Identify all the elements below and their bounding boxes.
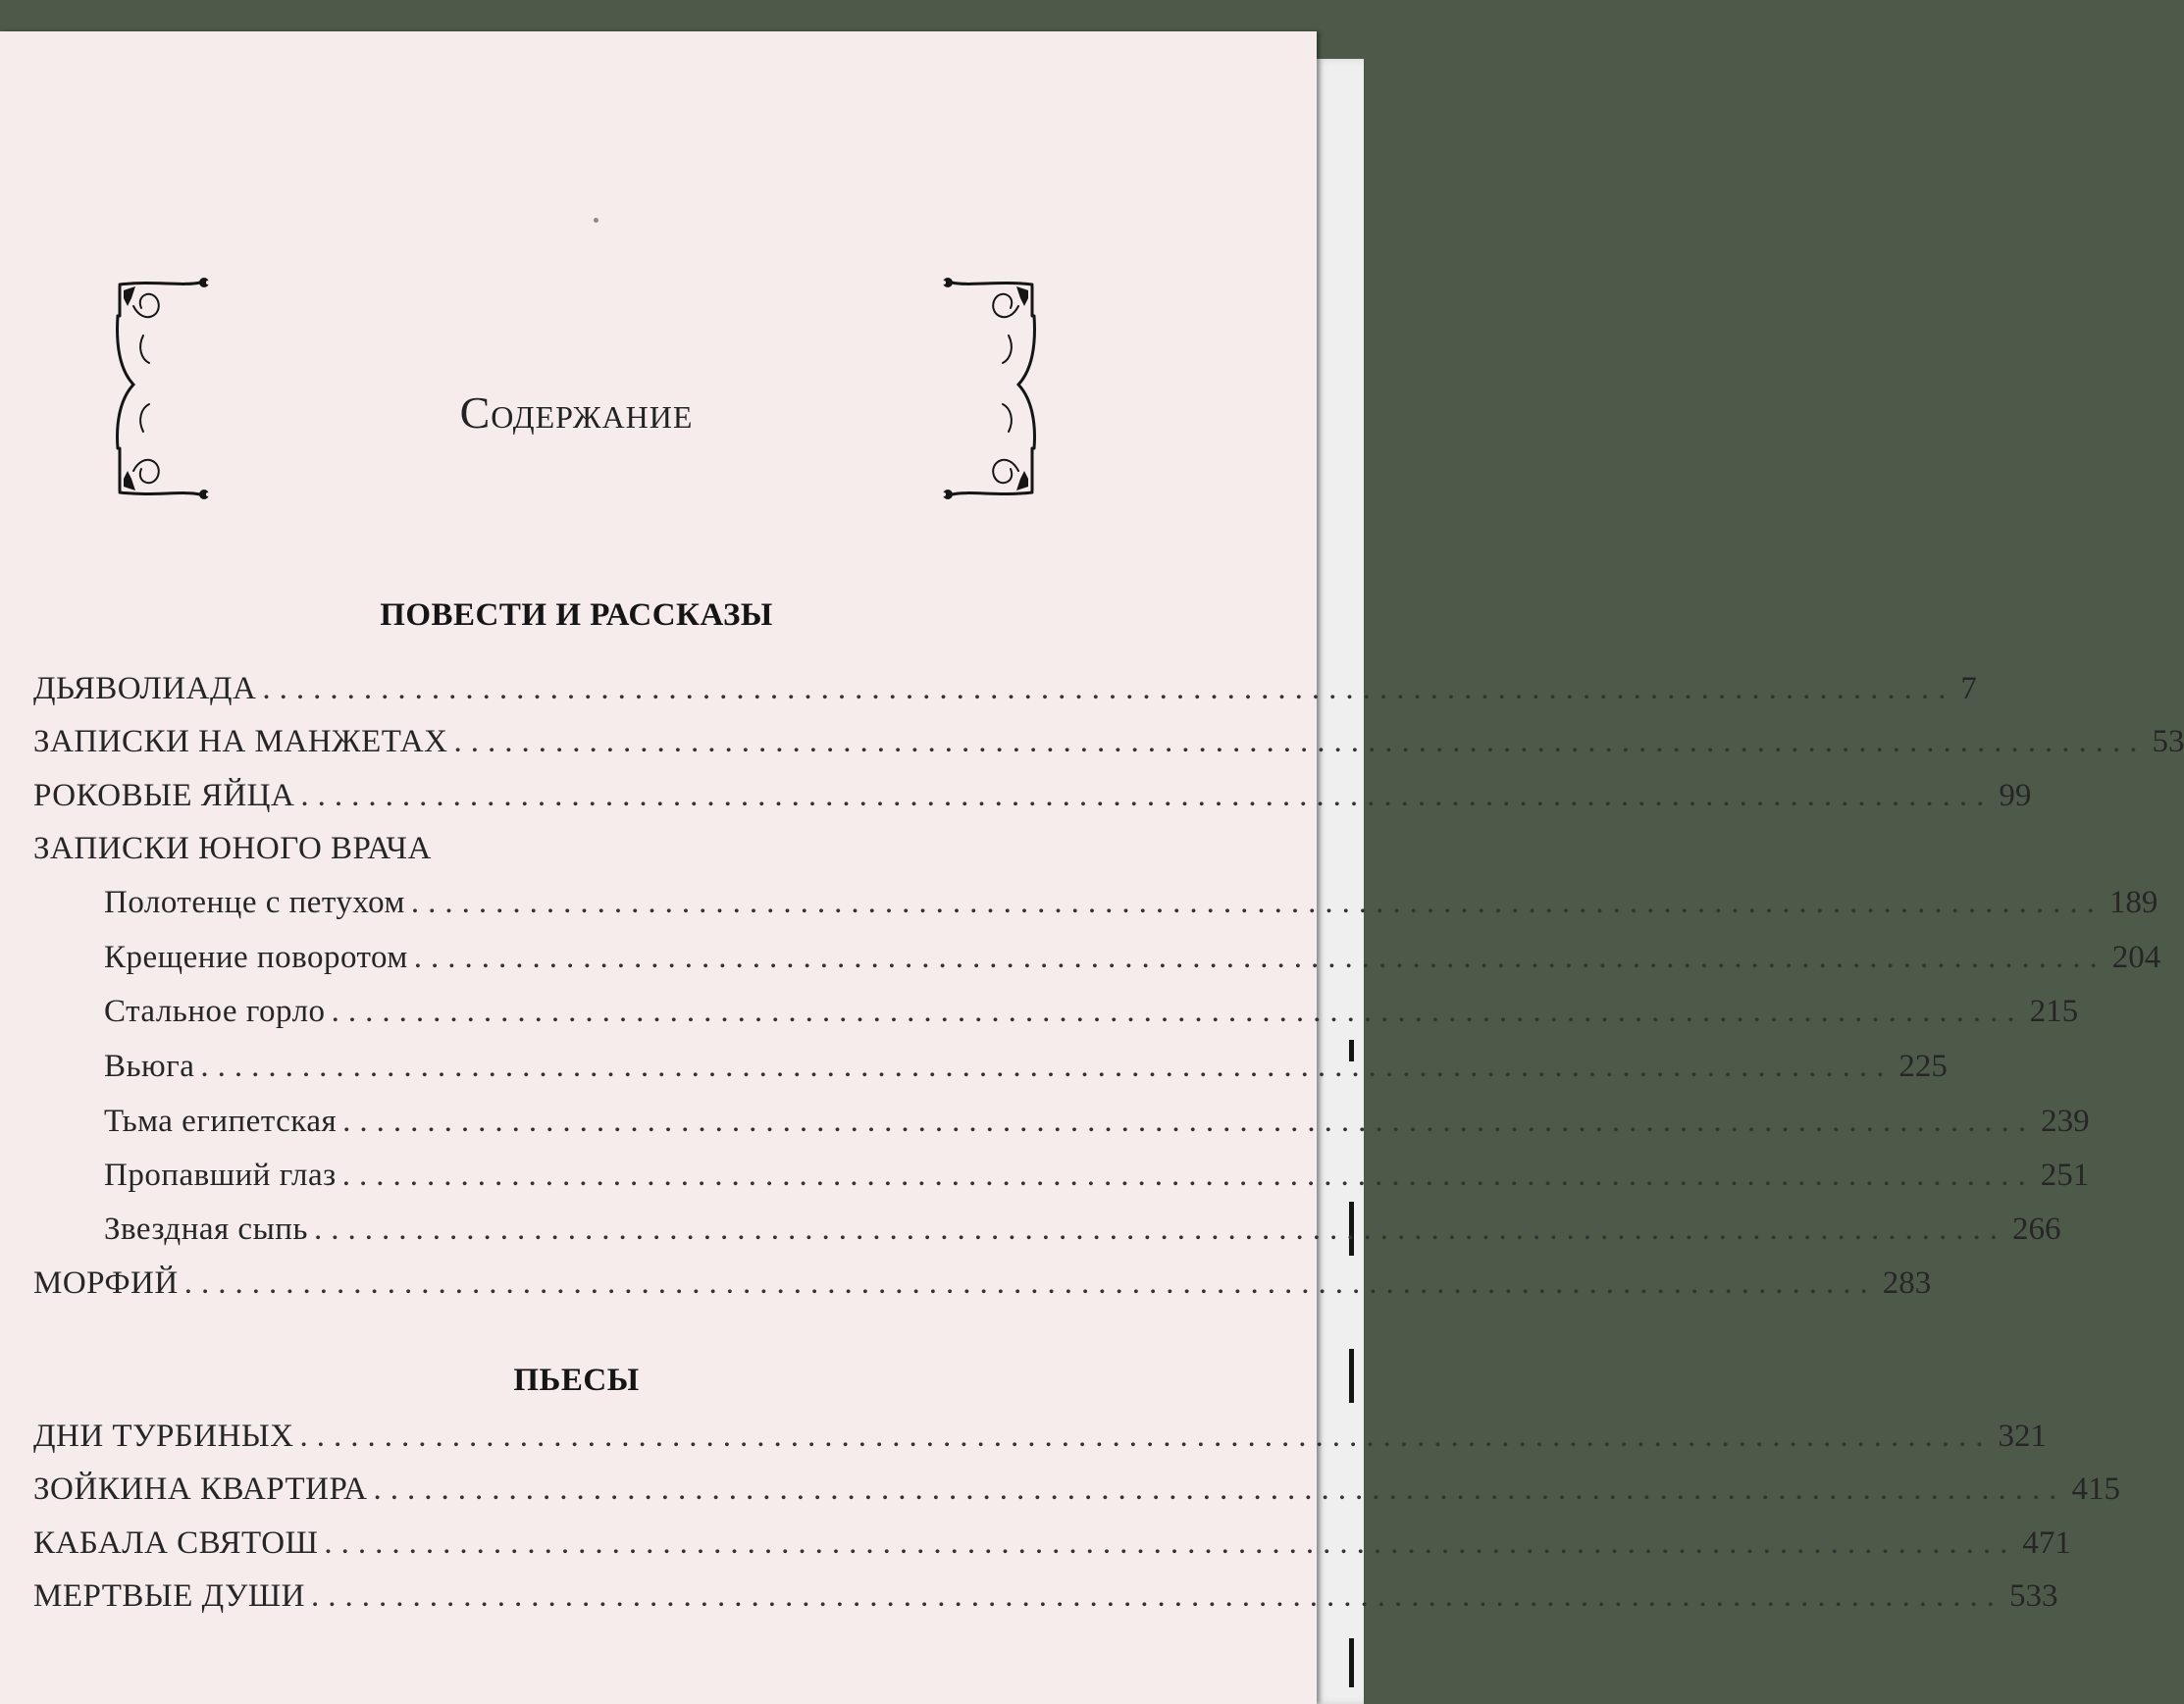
toc-entry[interactable] xyxy=(33,1419,2048,1462)
toc-entry-title: ЗАПИСКИ НА МАНЖЕТАХ xyxy=(33,724,448,759)
dot-leader: .................................................................................................... xyxy=(262,671,1955,706)
toc-entry-title: Звездная сыпь xyxy=(104,1212,308,1247)
dot-leader: .................................................................................................... xyxy=(311,1578,2004,1614)
book-page xyxy=(0,31,2184,1704)
toc-entry-page: 266 xyxy=(2011,1212,2061,1247)
toc-entry-title: Вьюга xyxy=(104,1049,195,1084)
toc-entry-page: 189 xyxy=(2108,885,2158,920)
toc-entry-title: ЗОЙКИНА КВАРТИРА xyxy=(33,1472,368,1507)
toc-entry-page: 251 xyxy=(2040,1158,2090,1193)
toc-entry[interactable] xyxy=(33,724,2184,767)
toc-entry[interactable] xyxy=(33,1525,2071,1569)
toc-entry-page: 99 xyxy=(1999,778,2032,813)
dot-leader: .................................................................................................... xyxy=(453,724,2147,759)
edge-mark xyxy=(1349,1638,1354,1687)
toc-entry-page: 533 xyxy=(2009,1578,2058,1614)
dot-leader: .................................................................................................... xyxy=(413,940,2106,975)
toc-entry[interactable] xyxy=(33,1265,1932,1309)
toc-entry-title: ЗАПИСКИ ЮНОГО ВРАЧА xyxy=(33,831,432,866)
toc-subentry[interactable] xyxy=(104,1049,1948,1092)
dot-leader: .................................................................................................... xyxy=(341,1158,2035,1193)
dot-leader: .................................................................................................... xyxy=(331,994,2024,1029)
toc-entry-page: 321 xyxy=(1998,1419,2048,1454)
toc-entry-page: 471 xyxy=(2022,1525,2071,1561)
section-heading-stories: ПОВЕСТИ И РАССКАЗЫ xyxy=(380,597,773,633)
dot-leader: .................................................................................................... xyxy=(300,778,1994,813)
toc-entry[interactable] xyxy=(33,1472,2120,1515)
next-page-edge xyxy=(1315,59,1364,1704)
toc-entry-page: 7 xyxy=(1960,671,1977,706)
toc-entry-title: Тьма египетская xyxy=(104,1104,338,1139)
toc-entry-page: 225 xyxy=(1898,1049,1948,1084)
toc-subentry[interactable] xyxy=(104,940,2161,983)
toc-entry-title: РОКОВЫЕ ЯЙЦА xyxy=(33,778,295,813)
dot-leader: .................................................................................................... xyxy=(342,1104,2036,1139)
toc-entry-page: 239 xyxy=(2041,1104,2090,1139)
toc-entry-title: ДЬЯВОЛИАДА xyxy=(33,671,257,706)
toc-subentry[interactable] xyxy=(104,994,2079,1037)
edge-mark xyxy=(1349,1349,1354,1403)
toc-entry[interactable] xyxy=(33,1578,2058,1622)
toc-entry-title: Крещение поворотом xyxy=(104,940,408,975)
toc-entry-page: 53 xyxy=(2152,724,2184,759)
dot-leader: .................................................................................................... xyxy=(200,1049,1894,1084)
section-heading-plays: ПЬЕСЫ xyxy=(513,1363,640,1398)
dot-leader: .................................................................................................... xyxy=(183,1265,1877,1301)
dot-leader: .................................................................................................... xyxy=(313,1212,2006,1247)
toc-entry-title: МОРФИЙ xyxy=(33,1265,179,1301)
toc-subentry[interactable] xyxy=(104,1158,2090,1201)
toc-subentry[interactable] xyxy=(104,885,2158,928)
toc-entry-title: КАБАЛА СВЯТОШ xyxy=(33,1525,319,1561)
page-title: Содержание xyxy=(459,387,694,438)
toc-entry-page: 283 xyxy=(1882,1265,1932,1301)
toc-subentry[interactable] xyxy=(104,1212,2061,1255)
toc-entry-page: 204 xyxy=(2111,940,2161,975)
toc-entry-title: МЕРТВЫЕ ДУШИ xyxy=(33,1578,306,1614)
dot-leader: .................................................................................................... xyxy=(299,1419,1993,1454)
toc-entry-title: Пропавший глаз xyxy=(104,1158,337,1193)
dot-leader: .................................................................................................... xyxy=(324,1525,2017,1561)
toc-group-heading[interactable] xyxy=(33,831,1119,874)
toc-entry[interactable] xyxy=(33,671,1977,714)
dot-leader: .................................................................................................... xyxy=(410,885,2104,920)
toc-entry-title: ДНИ ТУРБИНЫХ xyxy=(33,1419,294,1454)
toc-entry-page: 415 xyxy=(2071,1472,2120,1507)
toc-entry-page: 215 xyxy=(2029,994,2079,1029)
toc-entry[interactable] xyxy=(33,778,2032,821)
toc-entry-title: Полотенце с петухом xyxy=(104,885,405,920)
dot-leader: .................................................................................................... xyxy=(373,1472,2066,1507)
print-dot xyxy=(594,218,598,223)
toc-subentry[interactable] xyxy=(104,1104,2090,1147)
toc-entry-title: Стальное горло xyxy=(104,994,326,1029)
